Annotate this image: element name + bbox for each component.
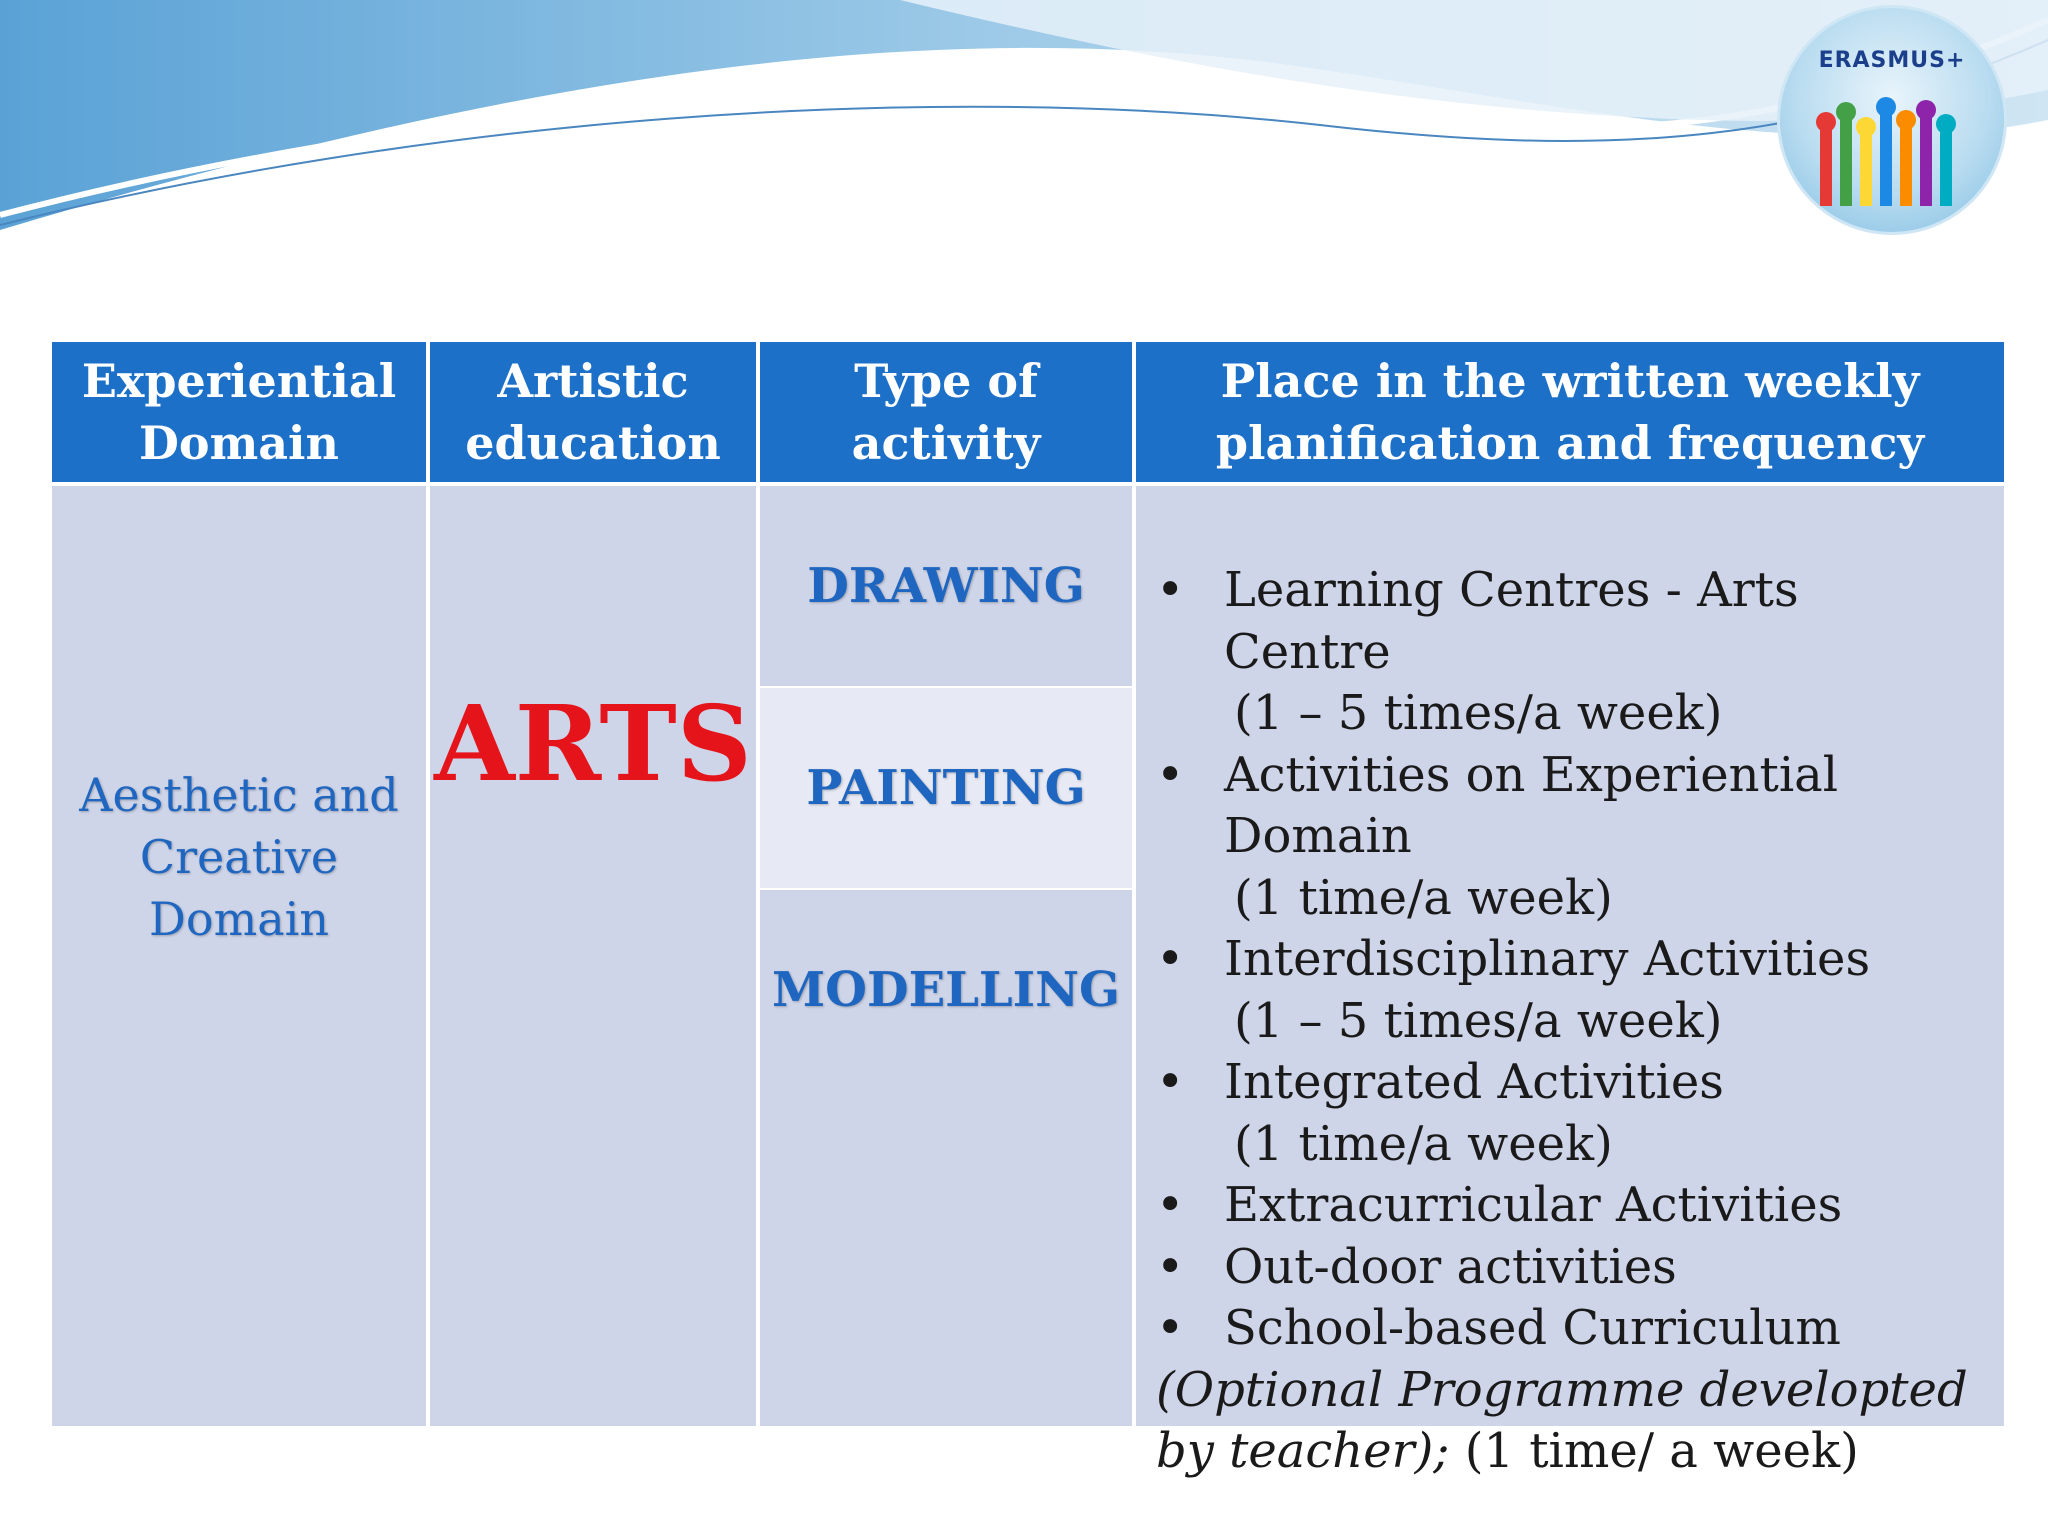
- list-item: • Out-door activities: [1156, 1238, 1677, 1295]
- header-wave-banner: [0, 0, 2048, 260]
- domain-label: Aesthetic and Creative Domain: [79, 768, 399, 946]
- list-item: • Extracurricular Activities: [1156, 1177, 1843, 1233]
- cell-education: [430, 486, 756, 1426]
- list-item: • Integrated Activities (1 time/a week): [1156, 1054, 1724, 1172]
- raised-hands-icon: [1808, 86, 1976, 206]
- erasmus-logo: [1780, 8, 2004, 232]
- cell-places: [1136, 486, 2004, 1479]
- header-type-of-activity: Type of activity: [760, 342, 1132, 482]
- header-place-frequency: Place in the written weekly planification and frequency: [1136, 342, 2004, 482]
- list-item: • Learning Centres - Arts Centre (1 – 5 times/a week): [1156, 562, 1799, 741]
- arts-planning-table: [52, 342, 1996, 1479]
- logo-text: ERASMUS+: [1818, 48, 1966, 73]
- header-experiential-domain: Experiential Domain: [52, 342, 426, 482]
- list-item: • Activities on Experiential Domain (1 time/a week): [1156, 746, 1839, 926]
- cell-domain: [52, 486, 426, 1426]
- list-item: • Interdisciplinary Activities (1 – 5 times/a week): [1156, 931, 1871, 1049]
- arts-label: ARTS: [434, 682, 752, 805]
- activity-drawing: DRAWING: [760, 486, 1132, 686]
- activity-painting: PAINTING: [760, 688, 1132, 888]
- activity-modelling: MODELLING: [760, 890, 1132, 1426]
- header-artistic-education: Artistic education: [430, 342, 756, 482]
- list-item: • School-based Curriculum: [1156, 1300, 1841, 1356]
- optional-programme-note: (Optional Programme developted by teacher); (1 time/ a week): [1156, 1361, 1968, 1479]
- cell-activity-types: [760, 486, 1132, 1426]
